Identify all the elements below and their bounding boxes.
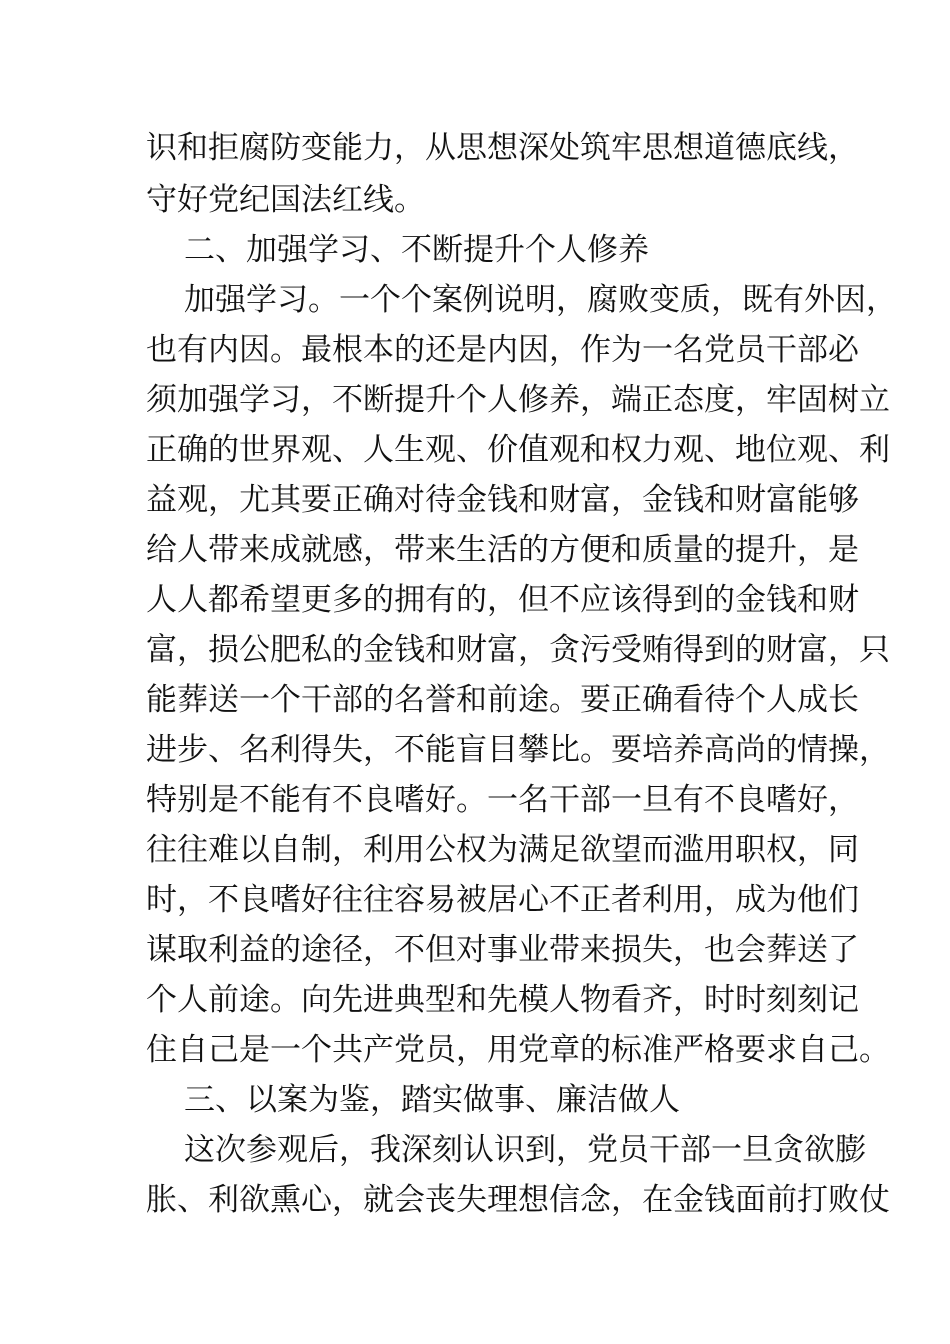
text-line: 人人都希望更多的拥有的，但不应该得到的金钱和财 [146, 582, 859, 618]
text-line: 益观，尤其要正确对待金钱和财富，金钱和财富能够 [146, 482, 859, 518]
section-heading-2: 二、加强学习、不断提升个人修养 [184, 232, 649, 268]
text-line: 往往难以自制，利用公权为满足欲望而滥用职权，同 [146, 832, 859, 868]
text-line: 也有内因。最根本的还是内因，作为一名党员干部必 [146, 332, 859, 368]
text-line: 进步、名利得失，不能盲目攀比。要培养高尚的情操， [146, 732, 890, 768]
text-line: 胀、利欲熏心，就会丧失理想信念，在金钱面前打败仗 [146, 1182, 890, 1218]
text-line: 守好党纪国法红线。 [146, 182, 425, 218]
text-line: 住自己是一个共产党员，用党章的标准严格要求自己。 [146, 1032, 890, 1068]
text-line: 正确的世界观、人生观、价值观和权力观、地位观、利 [146, 432, 890, 468]
text-line: 能葬送一个干部的名誉和前途。要正确看待个人成长 [146, 682, 859, 718]
text-line: 加强学习。一个个案例说明，腐败变质，既有外因， [184, 282, 897, 318]
text-line: 识和拒腐防变能力，从思想深处筑牢思想道德底线， [146, 130, 859, 166]
text-line: 给人带来成就感，带来生活的方便和质量的提升，是 [146, 532, 859, 568]
text-line: 须加强学习，不断提升个人修养，端正态度，牢固树立 [146, 382, 890, 418]
text-line: 个人前途。向先进典型和先模人物看齐，时时刻刻记 [146, 982, 859, 1018]
text-line: 时，不良嗜好往往容易被居心不正者利用，成为他们 [146, 882, 859, 918]
section-heading-3: 三、以案为鉴，踏实做事、廉洁做人 [184, 1082, 680, 1118]
text-line: 富，损公肥私的金钱和财富，贪污受贿得到的财富，只 [146, 632, 890, 668]
text-line: 这次参观后，我深刻认识到，党员干部一旦贪欲膨 [184, 1132, 866, 1168]
text-line: 谋取利益的途径，不但对事业带来损失，也会葬送了 [146, 932, 859, 968]
text-line: 特别是不能有不良嗜好。一名干部一旦有不良嗜好， [146, 782, 859, 818]
